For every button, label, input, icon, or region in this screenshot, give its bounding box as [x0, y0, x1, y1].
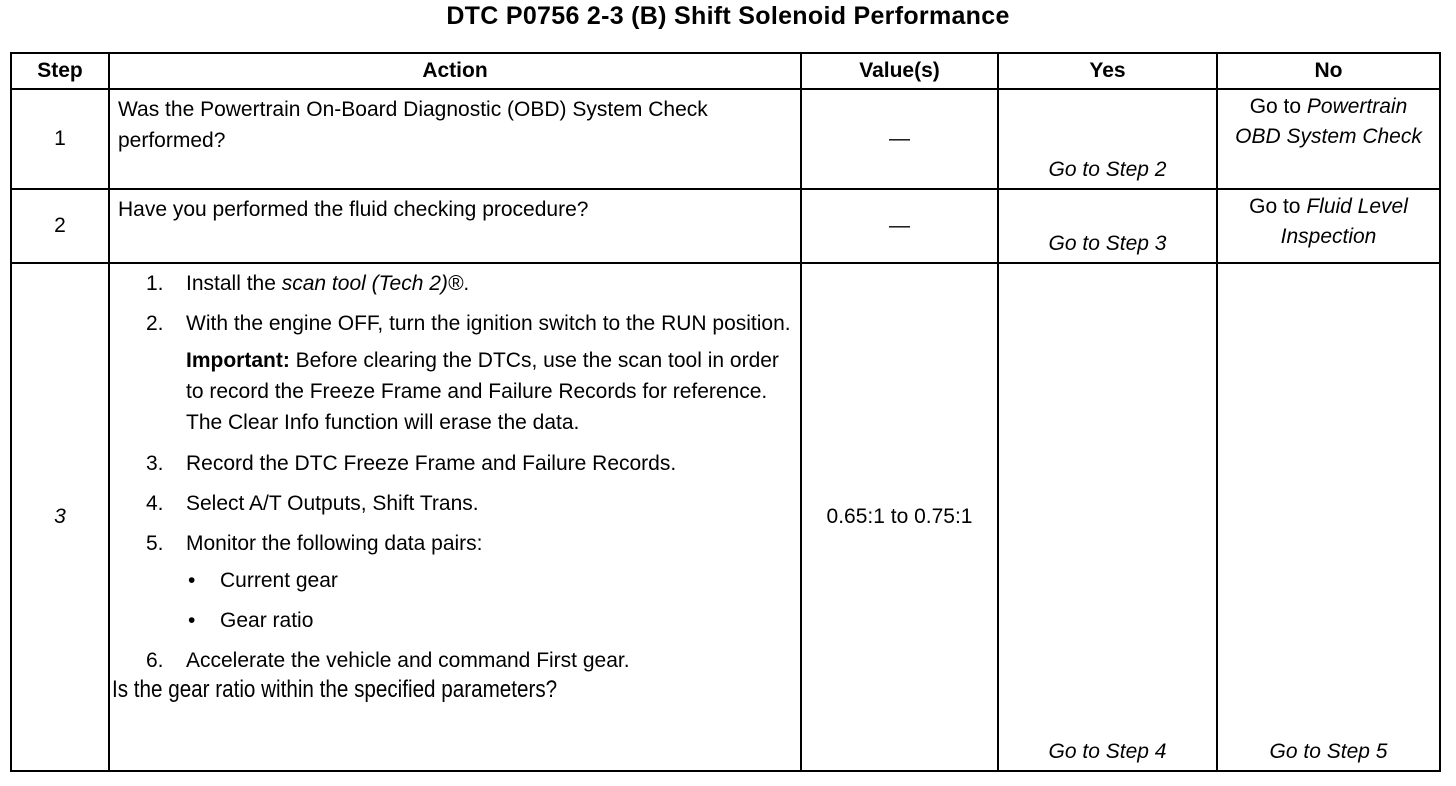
important-label: Important:: [186, 349, 290, 372]
yes-cell: Go to Step 3: [998, 189, 1217, 263]
action-step: 4. Select A/T Outputs, Shift Trans.: [146, 492, 479, 515]
header-action: Action: [109, 53, 801, 89]
important-text: Before clearing the DTCs, use the scan tool in order to record the Freeze Frame and Failure Records for reference. The Clear Info function will erase the data.: [186, 349, 779, 434]
no-prefix: Go to: [1249, 195, 1301, 218]
table-row: [11, 89, 1440, 189]
action-step: 1. Install the scan tool (Tech 2)®.: [146, 272, 470, 295]
table-row: [11, 263, 1440, 771]
header-step: Step: [11, 53, 109, 89]
value-cell: —: [801, 189, 998, 263]
value-cell: —: [801, 89, 998, 189]
no-prefix: Go to: [1249, 95, 1302, 118]
table-row: [11, 189, 1440, 263]
important-note: [118, 345, 792, 438]
header-values: Value(s): [801, 53, 998, 89]
no-link: Powertrain OBD System Check: [1235, 95, 1422, 148]
value-cell: 0.65:1 to 0.75:1: [801, 263, 998, 771]
action-steps: [118, 448, 792, 676]
no-cell: Go to Step 5: [1217, 263, 1440, 771]
page-title: DTC P0756 2-3 (B) Shift Solenoid Performance: [446, 2, 1010, 30]
yes-cell: Go to Step 4: [998, 263, 1217, 771]
action-text: Was the Powertrain On-Board Diagnostic (OBD) System Check performed?: [109, 89, 801, 189]
header-no: No: [1217, 53, 1440, 89]
action-step: 3. Record the DTC Freeze Frame and Failure Records.: [146, 452, 677, 475]
header-yes: Yes: [998, 53, 1217, 89]
no-cell: [1217, 189, 1440, 263]
no-link: Fluid Level Inspection: [1280, 195, 1408, 248]
diagnostic-table: [10, 52, 1441, 772]
action-step: 5. Monitor the following data pairs: • Current gear • Gear ratio: [118, 528, 792, 636]
action-text: Have you performed the fluid checking procedure?: [109, 189, 801, 263]
no-cell: [1217, 89, 1440, 189]
action-cell: [109, 263, 801, 771]
step-number: 2: [11, 189, 109, 263]
data-pairs-list: [186, 565, 792, 636]
list-item: • Gear ratio: [188, 609, 314, 632]
question-text: Is the gear ratio within the specified parameters?: [112, 676, 558, 703]
action-step: 6. Accelerate the vehicle and command First gear.: [146, 649, 630, 672]
yes-cell: Go to Step 2: [998, 89, 1217, 189]
list-item: • Current gear: [188, 569, 338, 592]
action-step: 2. With the engine OFF, turn the ignition switch to the RUN position.: [146, 312, 791, 335]
step-number: 1: [11, 89, 109, 189]
header-row: [11, 53, 1440, 89]
action-steps: [118, 268, 792, 339]
step-number: 3: [11, 263, 109, 771]
